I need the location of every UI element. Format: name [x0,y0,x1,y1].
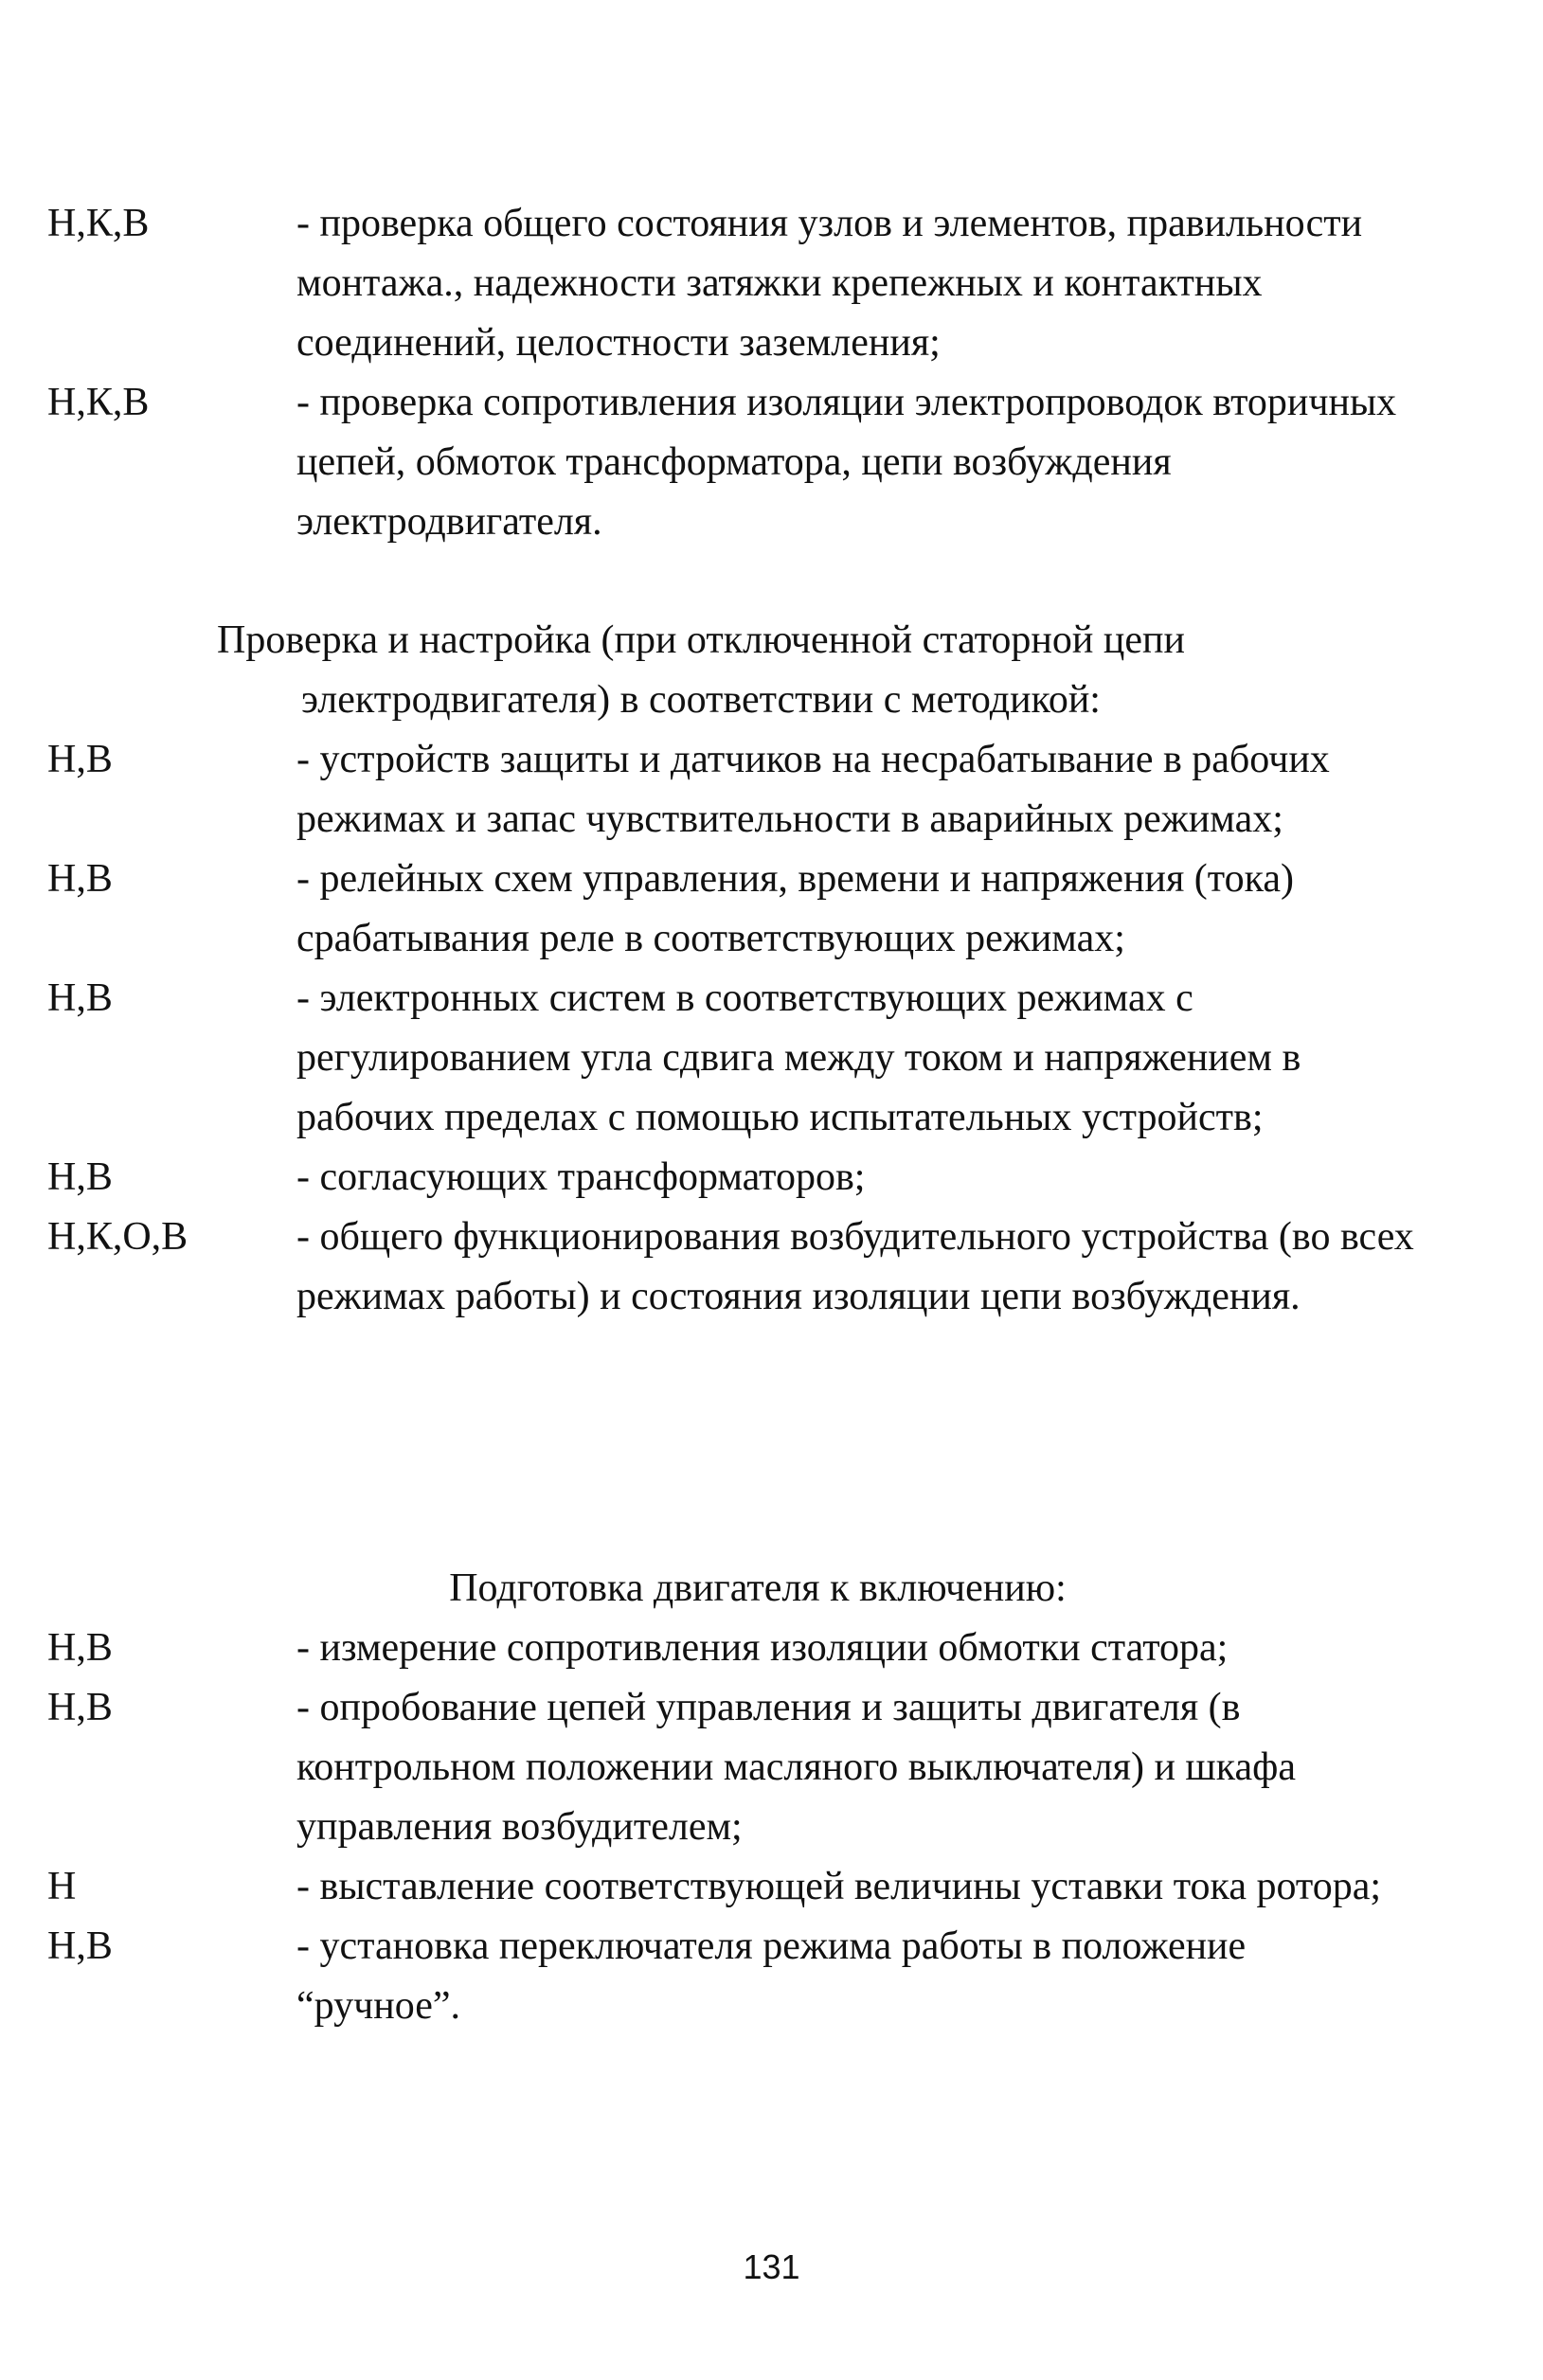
section-2-heading: Проверка и настройка (при отключенной статорной цепи электродвигателя) в соответствии с методикой: [217,618,1185,722]
item-code: Н [47,1865,77,1908]
item-text: - проверка общего состояния узлов и элементов, правильности монтажа., надежности затяжки крепежных и контактных соединений, целостности заземления; [296,202,1363,365]
section-3-heading: Подготовка двигателя к включению: [449,1566,1067,1610]
list-item [47,194,1421,373]
item-text: - проверка сопротивления изоляции электропроводок вторичных цепей, обмоток трансформатора, цепи возбуждения электродвигателя. [296,381,1397,544]
item-text: - выставление соответствующей величины уставки тока ротора; [296,1865,1382,1908]
item-code: Н,К,О,В [47,1215,188,1259]
page-number: 131 [743,2247,800,2286]
item-text: - электронных систем в соответствующих режимах с регулированием угла сдвига между током и напряжением в рабочих пределах с помощью испытательных устройств; [296,976,1301,1139]
list-item [47,1857,1421,1917]
list-item [47,1678,1421,1857]
item-text: - опробование цепей управления и защиты двигателя (в контрольном положении масляного выключателя) и шкафа управления возбудителем; [296,1686,1297,1849]
item-code: Н,В [47,1626,113,1670]
list-item [47,1148,1421,1208]
item-code: Н,В [47,1155,113,1199]
item-text: - общего функционирования возбудительного устройства (во всех режимах работы) и состояния изоляции цепи возбуждения. [296,1215,1414,1318]
list-item [47,1208,1421,1327]
item-code: Н,В [47,976,113,1020]
section-2-list [47,730,1421,1327]
item-text: - установка переключателя режима работы в положение “ручное”. [296,1924,1247,2028]
list-item [47,850,1421,969]
section-3-list [47,1619,1421,2036]
item-text: - релейных схем управления, времени и напряжения (тока) срабатывания реле в соответствующих режимах; [296,857,1294,960]
item-text: - измерение сопротивления изоляции обмотки статора; [296,1626,1229,1670]
list-item [47,1619,1421,1678]
list-item [47,969,1421,1148]
section-1-list [47,194,1421,552]
list-item [47,730,1421,850]
list-item [47,1917,1421,2036]
item-code: Н,К,В [47,202,150,245]
item-text: - согласующих трансформаторов; [296,1155,866,1199]
item-code: Н,В [47,857,113,901]
item-code: Н,В [47,1924,113,1968]
item-code: Н,В [47,738,113,781]
item-code: Н,К,В [47,381,150,424]
list-item [47,373,1421,552]
item-code: Н,В [47,1686,113,1729]
item-text: - устройств защиты и датчиков на несрабатывание в рабочих режимах и запас чувствительности в аварийных режимах; [296,738,1330,841]
